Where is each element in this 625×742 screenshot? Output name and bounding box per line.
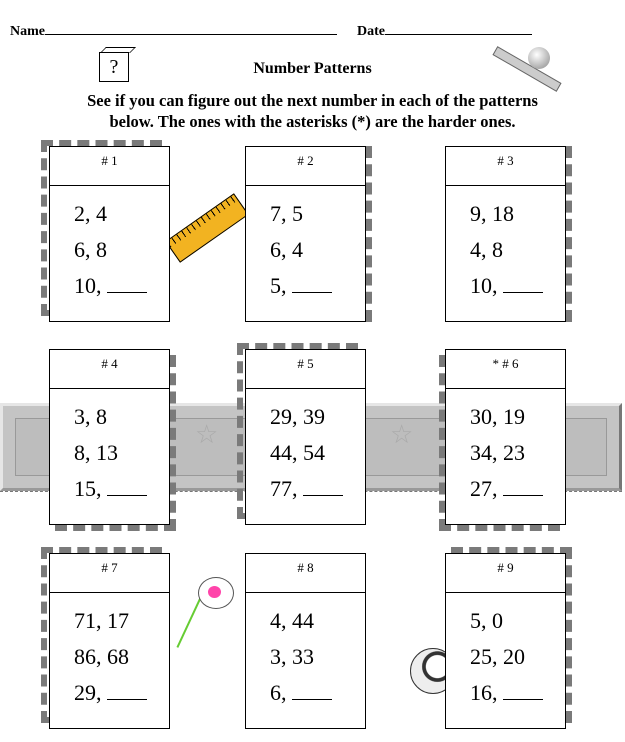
page-title: Number Patterns: [253, 60, 372, 77]
answer-blank[interactable]: [503, 477, 543, 496]
pattern-line: 30, 19: [470, 404, 525, 429]
date-line[interactable]: [385, 22, 532, 35]
instructions-line: below. The ones with the asterisks (*) are the harder ones.: [109, 112, 516, 131]
answer-blank[interactable]: [292, 681, 332, 700]
pattern-card-6: [445, 349, 566, 525]
ruler-icon: [165, 193, 249, 262]
pattern-card-7: [49, 553, 170, 729]
pattern-line: 71, 17: [74, 608, 129, 633]
pattern-value: 77,: [270, 476, 298, 501]
pattern-card-1: [49, 146, 170, 322]
pattern-value: 5,: [270, 273, 287, 298]
card-number: # 3: [446, 147, 565, 186]
answer-blank[interactable]: [503, 681, 543, 700]
pattern-line: 9, 18: [470, 201, 514, 226]
pattern-value: 10,: [74, 273, 102, 298]
pattern-line-answer: [446, 266, 565, 306]
pattern-line-answer: [50, 266, 169, 306]
answer-blank[interactable]: [107, 681, 147, 700]
pattern-card-5: [245, 349, 366, 525]
pattern-line: 34, 23: [470, 440, 525, 465]
pattern-line-answer: [50, 673, 169, 713]
date-field[interactable]: [357, 22, 532, 40]
answer-blank[interactable]: [292, 274, 332, 293]
card-number: # 1: [50, 147, 169, 186]
pattern-line-answer: [446, 469, 565, 509]
pattern-card-3: [445, 146, 566, 322]
pattern-line-answer: [50, 469, 169, 509]
pattern-line: 4, 44: [270, 608, 314, 633]
pattern-line: 6, 8: [74, 237, 107, 262]
pattern-line-answer: [246, 469, 365, 509]
pattern-value: 16,: [470, 680, 498, 705]
answer-blank[interactable]: [107, 274, 147, 293]
card-number: # 4: [50, 350, 169, 389]
cube-glyph: ?: [109, 56, 119, 78]
card-number: * # 6: [446, 350, 565, 389]
pattern-value: 27,: [470, 476, 498, 501]
instructions: [0, 90, 625, 132]
card-number: # 5: [246, 350, 365, 389]
pattern-line: 29, 39: [270, 404, 325, 429]
answer-blank[interactable]: [303, 477, 343, 496]
star-icon: ☆: [195, 420, 219, 449]
pattern-card-8: [245, 553, 366, 729]
pattern-value: 15,: [74, 476, 102, 501]
date-label: Date: [357, 24, 385, 39]
pattern-line: 6, 4: [270, 237, 303, 262]
card-number: # 2: [246, 147, 365, 186]
instructions-line: See if you can figure out the next number in each of the patterns: [87, 91, 538, 110]
pattern-line-answer: [446, 673, 565, 713]
pattern-line: 8, 13: [74, 440, 118, 465]
name-field[interactable]: [10, 22, 337, 40]
pattern-line: 86, 68: [74, 644, 129, 669]
pattern-value: 29,: [74, 680, 102, 705]
answer-blank[interactable]: [107, 477, 147, 496]
card-number: # 7: [50, 554, 169, 593]
card-number: # 9: [446, 554, 565, 593]
pattern-line: 3, 8: [74, 404, 107, 429]
pattern-card-9: [445, 553, 566, 729]
star-icon: ☆: [390, 420, 414, 449]
pattern-line-answer: [246, 673, 365, 713]
card-number: # 8: [246, 554, 365, 593]
pattern-line: 25, 20: [470, 644, 525, 669]
pattern-line: 7, 5: [270, 201, 303, 226]
answer-blank[interactable]: [503, 274, 543, 293]
pattern-value: 10,: [470, 273, 498, 298]
name-line[interactable]: [45, 22, 337, 35]
pattern-line: 4, 8: [470, 237, 503, 262]
pattern-card-2: [245, 146, 366, 322]
pattern-value: 6,: [270, 680, 287, 705]
flower-icon: [172, 575, 242, 650]
pattern-line: 44, 54: [270, 440, 325, 465]
pattern-line: 2, 4: [74, 201, 107, 226]
pattern-line-answer: [246, 266, 365, 306]
pattern-line: 3, 33: [270, 644, 314, 669]
name-label: Name: [10, 24, 45, 39]
pattern-line: 5, 0: [470, 608, 503, 633]
pattern-card-4: [49, 349, 170, 525]
